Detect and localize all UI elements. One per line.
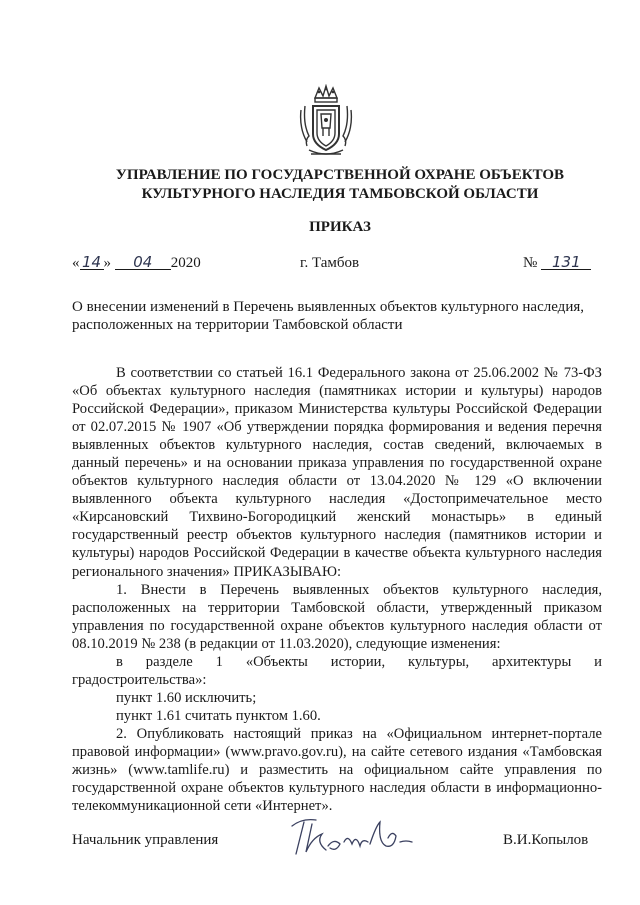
organization-title-line-2: КУЛЬТУРНОГО НАСЛЕДИЯ ТАМБОВСКОЙ ОБЛАСТИ	[141, 186, 539, 202]
item-1-paragraph: 1. Внести в Перечень выявленных объектов культурного наследия, расположенных на территории Тамбовской области, утвержденный приказом управления по государственной охране объектов культурного наследия области от 08.10.2019 № 238 (в редакции от 11.03.2020), следующие изменения:	[72, 581, 602, 652]
signature-icon	[282, 812, 432, 862]
item-2-paragraph: 2. Опубликовать настоящий приказ на «Официальном интернет-портале правовой информации» (www.pravo.gov.ru), на сайте сетевого издания «Тамбовская жизнь» (www.tamlife.ru) и разместить на официальном сайте управления по государственной охране объектов культурного наследия области в информационно-телекоммуникационной сети «Интернет».	[72, 725, 602, 815]
item-1-b-paragraph: пункт 1.61 считать пунктом 1.60.	[116, 707, 321, 724]
item-1-section-paragraph: в разделе 1 «Объекты истории, культуры, архитектуры и градостроительства»:	[72, 653, 602, 688]
signer-title: Начальник управления	[72, 832, 219, 848]
city: г. Тамбов	[300, 255, 360, 271]
coat-of-arms-icon	[297, 84, 355, 158]
number-handwritten: 131	[541, 255, 591, 270]
item-1-a-paragraph: пункт 1.60 исключить;	[116, 689, 257, 706]
date-month-handwritten: 04	[115, 255, 171, 270]
order-subject: О внесении изменений в Перечень выявленных объектов культурного наследия, расположенных на территории Тамбовской области	[72, 299, 584, 333]
preamble-paragraph: В соответствии со статьей 16.1 Федерального закона от 25.06.2002 № 73-ФЗ «Об объектах культурного наследия (памятниках истории и культуры) народов Российской Федерации», приказом Министерства культуры Российской Федерации от 02.07.2015 № 1907 «Об утверждении порядка формирования и ведения перечня выявленных объектов культурного наследия, состав сведений, включаемых в данный перечень» и на основании приказа управления по государственной охране объектов культурного наследия области от 13.04.2020 № 129 «О включении выявленного объекта культурного наследия «Достопримечательное место «Кирсановский Тихвино-Богородицкий женский монастырь» в единый государственный реестр объектов культурного наследия (памятников истории и культуры) народов Российской Федерации в качестве объекта культурного наследия регионального значения» ПРИКАЗЫВАЮ:	[72, 365, 602, 580]
organization-title	[60, 166, 620, 204]
organization-title-line-1: УПРАВЛЕНИЕ ПО ГОСУДАРСТВЕННОЙ ОХРАНЕ ОБЪЕКТОВ	[115, 167, 565, 183]
signer-name: В.И.Копылов	[503, 832, 589, 848]
number-label: №	[523, 255, 538, 271]
date-year: 2020	[170, 255, 201, 271]
date-quote-open: «	[72, 255, 80, 271]
date-quote-close: »	[103, 255, 111, 271]
order-body	[72, 364, 602, 815]
order-date	[72, 254, 201, 272]
document-type: ПРИКАЗ	[309, 219, 371, 235]
order-number	[523, 254, 591, 272]
date-day-handwritten: 14	[80, 255, 104, 270]
